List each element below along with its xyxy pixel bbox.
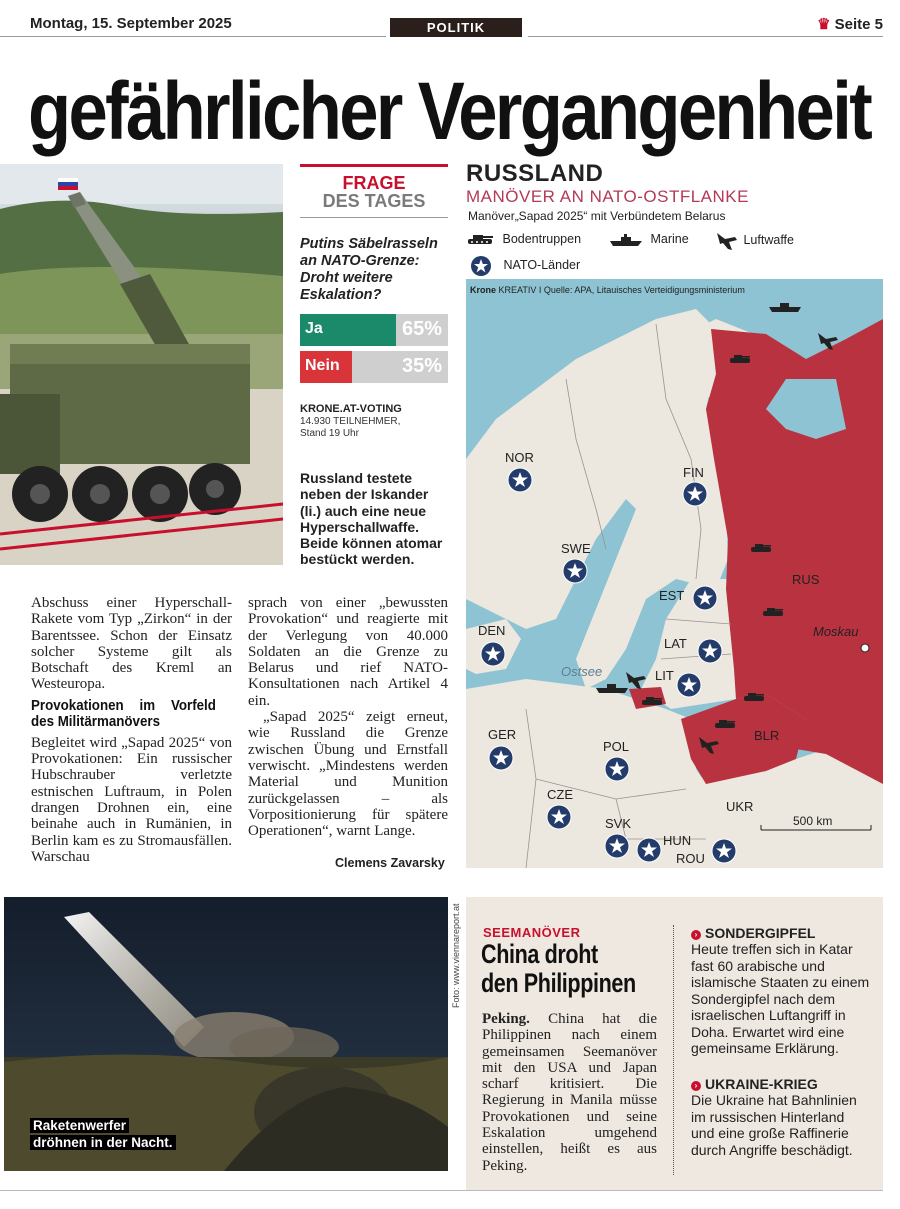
photo-credit: Foto: www.viennareport.at xyxy=(451,903,461,1008)
poll-title-sub: DES TAGES xyxy=(322,191,426,211)
poll-timestamp: Stand 19 Uhr xyxy=(300,428,359,439)
legend-ground-troops xyxy=(467,232,581,247)
article-paragraph: Begleitet wird „Sapad 2025“ von Provokationen: Ein russischer Hubschrauber verletzte estnischen Luftraum, in Polen drangen Drohnen ein, eine beinahe auch in Rumänien, in Berlin kam es zu Stromausfällen. Warschau xyxy=(31,734,232,865)
map-description: Manöver„Sapad 2025“ mit Verbündetem Belarus xyxy=(468,209,726,223)
poll-question: Putins Säbelrasseln an NATO-Grenze: Droht weitere Eskalation? xyxy=(300,236,438,303)
country-label-rus: RUS xyxy=(792,572,820,587)
country-label-den: DEN xyxy=(478,623,506,638)
poll-result-nein xyxy=(300,351,448,383)
poll-option-label: Nein xyxy=(305,357,340,374)
arrow-bullet-icon: › xyxy=(691,1081,701,1091)
jet-icon xyxy=(716,231,738,251)
news-item-title xyxy=(691,925,871,941)
legend-label: NATO-Länder xyxy=(503,258,581,273)
missile-photo-caption: Russland testete neben der Iskander (li.) auch eine neue Hyperschallwaffe. Beide können atomar bestückt werden. xyxy=(300,470,443,568)
header-rule-left xyxy=(0,36,386,37)
sea-label: Ostsee xyxy=(561,664,603,679)
news-item-text: Die Ukraine hat Bahnlinien im russischen Hinterland und eine große Raffinerie durch Angriffe beschädigt. xyxy=(691,1092,857,1158)
legend-air-force xyxy=(716,231,794,251)
sidebar-headline xyxy=(481,940,636,998)
sidebar-body xyxy=(482,1011,657,1174)
nato-star-icon xyxy=(712,839,736,863)
capital-label: Moskau xyxy=(813,624,859,639)
poll-option-percent: 65% xyxy=(401,318,442,340)
nato-star-icon xyxy=(470,255,492,277)
legend-navy xyxy=(609,232,689,247)
night-photo-caption-line1: Raketenwerfer xyxy=(30,1118,129,1133)
map-credit-brand: Krone xyxy=(470,285,497,295)
map-credit-text: KREATIV I Quelle: APA, Litauisches Verteidigungsministerium xyxy=(498,285,745,295)
country-label-swe: SWE xyxy=(561,541,591,556)
ship-icon xyxy=(769,303,801,312)
nato-star-icon xyxy=(605,757,629,781)
moscow-marker xyxy=(861,644,869,652)
poll-participants: 14.930 TEILNEHMER, xyxy=(300,416,401,427)
nato-star-icon xyxy=(563,559,587,583)
article-paragraph: sprach von einer „bewussten Provokation“ und reagierte mit der Verlegung von 40.000 Soldaten an die Grenze zu Belarus und rief NATO-Konsultationen nach Artikel 4 ein. xyxy=(248,595,448,709)
country-label-ger: GER xyxy=(488,727,517,742)
night-photo-caption xyxy=(30,1117,176,1151)
news-item-text: Heute treffen sich in Katar fast 60 arabische und islamische Staaten zu einem Sondergipfel nach dem israelischen Luftangriff in Doha. Erwartet wird eine gemeinsame Erklärung. xyxy=(691,941,870,1056)
missile-launcher-illustration xyxy=(0,164,283,565)
poll-title: FRAGE xyxy=(342,173,406,193)
panel-divider xyxy=(673,925,674,1175)
nato-star-icon xyxy=(605,834,629,858)
nato-star-icon xyxy=(508,468,532,492)
page-bottom-rule xyxy=(0,1190,883,1191)
sidebar-headline-line1: China droht xyxy=(481,939,598,969)
page-number xyxy=(817,15,883,33)
poll-source: KRONE.AT-VOTING xyxy=(300,403,402,415)
news-item-title xyxy=(691,1076,871,1092)
nato-star-icon xyxy=(677,673,701,697)
missile-launcher-photo xyxy=(0,164,283,565)
nato-star-icon xyxy=(637,838,661,862)
news-title-text: SONDERGIPFEL xyxy=(705,925,816,941)
poll-result-ja xyxy=(300,314,448,346)
country-label-nor: NOR xyxy=(505,450,534,465)
nato-star-icon xyxy=(481,642,505,666)
country-label-lat: LAT xyxy=(664,636,687,651)
news-item-ukraine-krieg xyxy=(691,1076,871,1158)
country-label-hun: HUN xyxy=(663,833,692,848)
nato-star-icon xyxy=(489,746,513,770)
poll-divider xyxy=(300,217,448,218)
headline: gefährlicher Vergangenheit xyxy=(28,66,871,157)
map-graphic xyxy=(466,279,883,868)
country-label-ukr: UKR xyxy=(726,799,754,814)
country-label-lit: LIT xyxy=(655,668,674,683)
nato-star-icon xyxy=(698,639,722,663)
crown-icon: ♛ xyxy=(817,16,831,33)
article-paragraph: „Sapad 2025“ zeigt erneut, wie Russland die Grenze zwischen Übung und Ernstfall verwischt. „Mindestens werden Material und Munition zurückgelassen – als Vorpositionierung für spätere Operationen“, warnt Lange. xyxy=(248,709,448,840)
section-label: POLITIK xyxy=(390,18,522,37)
page-number-text: Seite 5 xyxy=(834,16,883,33)
legend-label: Luftwaffe xyxy=(743,233,794,248)
nato-star-icon xyxy=(693,586,717,610)
legend-label: Marine xyxy=(650,232,689,246)
sidebar-headline-line2: den Philippinen xyxy=(481,968,636,998)
news-title-text: UKRAINE-KRIEG xyxy=(705,1076,818,1092)
news-item-sondergipfel xyxy=(691,925,871,1057)
map-credit xyxy=(470,285,745,295)
article-subhead: Provokationen im Vorfeld des Militärmanövers xyxy=(31,697,216,731)
arrow-bullet-icon: › xyxy=(691,930,701,940)
nato-east-flank-map xyxy=(466,279,883,868)
sidebar-kicker: SEEMANÖVER xyxy=(483,925,581,940)
country-label-blr: BLR xyxy=(754,728,780,743)
country-label-pol: POL xyxy=(603,739,630,754)
header-rule-right xyxy=(528,36,883,37)
country-label-svk: SVK xyxy=(605,816,632,831)
legend-nato xyxy=(470,255,580,277)
ship-icon xyxy=(596,684,628,693)
sidebar-dateline: Peking. xyxy=(482,1011,530,1027)
scale-label: 500 km xyxy=(793,814,833,828)
country-label-cze: CZE xyxy=(547,787,573,802)
article-paragraph: Abschuss einer Hyperschall-Rakete vom Typ „Zirkon“ in der Barentssee. Schon der Einsatz solcher Systeme gilt als Botschaft des Kreml an Westeuropa. xyxy=(31,595,232,693)
poll-option-percent: 35% xyxy=(401,355,442,377)
nato-star-icon xyxy=(547,805,571,829)
legend-label: Bodentruppen xyxy=(502,232,582,246)
ship-icon xyxy=(609,233,643,247)
night-photo-caption-line2: dröhnen in der Nacht. xyxy=(30,1135,176,1150)
country-label-rou: ROU xyxy=(676,851,705,866)
sidebar-body-text: China hat die Philippinen nach einem gemeinsamen Seemanöver mit den USA und Japan scharf kritisiert. Die Regierung in Manila müsse Provokationen und seine Eskalation umgehend einstellen, heißt es aus Peking. xyxy=(482,1011,658,1174)
map-title: RUSSLAND xyxy=(466,160,604,187)
article-column-1 xyxy=(31,595,232,865)
article-column-2 xyxy=(248,595,448,839)
article-author: Clemens Zavarsky xyxy=(335,856,445,870)
country-label-est: EST xyxy=(659,588,685,603)
poll-option-label: Ja xyxy=(305,320,323,337)
poll-top-rule xyxy=(300,164,448,167)
map-subtitle: MANÖVER AN NATO-OSTFLANKE xyxy=(466,187,749,206)
issue-date: Montag, 15. September 2025 xyxy=(30,15,232,32)
nato-star-icon xyxy=(683,482,707,506)
country-label-fin: FIN xyxy=(683,465,704,480)
tank-icon xyxy=(467,233,495,247)
